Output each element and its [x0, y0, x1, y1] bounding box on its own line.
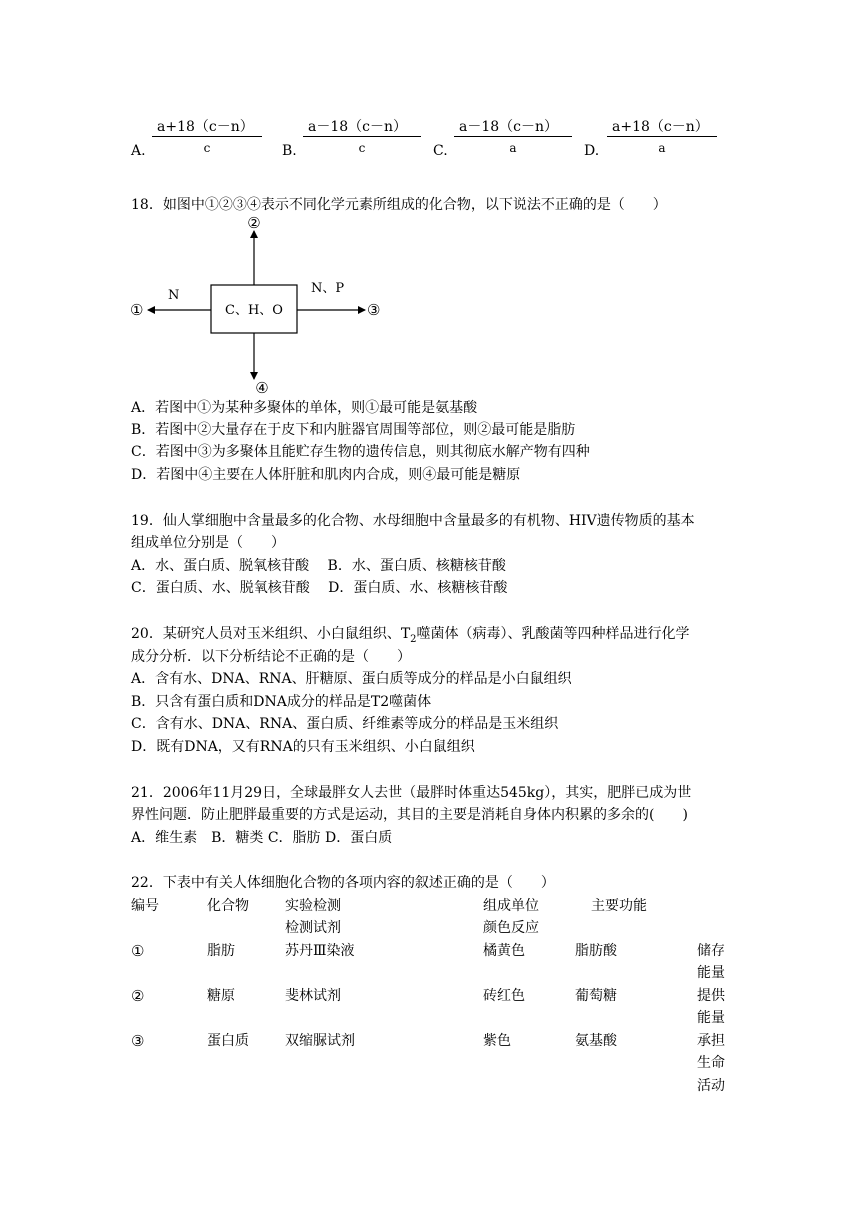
- table-row-2-color: 砖红色: [483, 988, 525, 1004]
- q19-stem-line1: 19．仙人掌细胞中含量最多的化合物、水母细胞中含量最多的有机物、HIV遗传物质的基本: [131, 513, 695, 529]
- q20-subscript: 2: [410, 633, 417, 645]
- table-row-1-color: 橘黄色: [483, 943, 525, 959]
- q18-option-d: D．若图中④主要在人体肝脏和肌肉内合成，则④最可能是糖原: [131, 467, 521, 483]
- diagram-center-label: C、H、O: [225, 303, 283, 318]
- q17-option-b-letter: B.: [282, 143, 297, 159]
- table-row-1-function-line2: 能量: [697, 965, 725, 981]
- q18-stem: 18．如图中①②③④表示不同化学元素所组成的化合物，以下说法不正确的是（ ）: [131, 197, 667, 213]
- table-row-1-unit: 脂肪酸: [575, 943, 617, 959]
- q19-options-line1: A．水、蛋白质、脱氧核苷酸 B．水、蛋白质、核糖核苷酸: [131, 558, 506, 574]
- table-row-3-function-line1: 承担: [697, 1033, 725, 1049]
- table-row-3-reagent: 双缩脲试剂: [285, 1033, 355, 1049]
- table-row-3-function-line3: 活动: [697, 1078, 725, 1094]
- q20-option-d: D．既有DNA，又有RNA的只有玉米组织、小白鼠组织: [131, 739, 475, 755]
- q19-options-line2: C．蛋白质、水、脱氧核苷酸 D．蛋白质、水、核糖核苷酸: [131, 580, 508, 596]
- q17-option-c-denominator: a: [509, 141, 517, 155]
- q17-option-d-letter: D.: [584, 143, 600, 159]
- table-row-3-compound: 蛋白质: [207, 1033, 249, 1049]
- diagram-left-label: N: [168, 288, 180, 303]
- q18-option-c: C．若图中③为多聚体且能贮存生物的遗传信息，则其彻底水解产物有四种: [131, 444, 590, 460]
- table-header-compound: 化合物: [207, 898, 249, 914]
- q20-option-a: A．含有水、DNA、RNA、肝糖原、蛋白质等成分的样品是小白鼠组织: [131, 671, 572, 687]
- diagram-node-4: ④: [255, 379, 269, 397]
- table-header-function: 主要功能: [591, 898, 647, 914]
- table-row-3-color: 紫色: [483, 1033, 511, 1049]
- q19-stem-line2: 组成单位分别是（ ）: [131, 535, 285, 551]
- q20-option-b: B．只含有蛋白质和DNA成分的样品是T2噬菌体: [131, 694, 432, 710]
- table-row-3-unit: 氨基酸: [575, 1033, 617, 1049]
- q18-option-a: A．若图中①为某种多聚体的单体，则①最可能是氨基酸: [131, 400, 478, 416]
- table-row-2-function-line1: 提供: [697, 988, 725, 1004]
- q17-option-b-fraction-bar: [303, 136, 421, 137]
- table-row-1-no: ①: [131, 942, 145, 960]
- table-row-2-compound: 糖原: [207, 988, 235, 1004]
- table-row-3-function-line2: 生命: [697, 1055, 725, 1071]
- table-header-no: 编号: [131, 898, 159, 914]
- q17-option-a-letter: A.: [131, 143, 146, 159]
- diagram-right-label: N、P: [311, 281, 345, 296]
- q18-diagram: [125, 215, 395, 400]
- q17-option-c-letter: C.: [433, 143, 448, 159]
- q17-option-c-numerator: a－18（c－n）: [459, 119, 559, 135]
- q17-option-a-denominator: c: [203, 141, 211, 155]
- q21-stem-line2: 界性问题．防止肥胖最重要的方式是运动，其目的主要是消耗自身体内积累的多余的( ): [131, 807, 688, 823]
- q20-stem-line1-b: 噬菌体（病毒）、乳酸菌等四种样品进行化学: [416, 626, 690, 642]
- table-row-2-no: ②: [131, 987, 145, 1005]
- table-header-unit-line1: 组成单位: [483, 898, 539, 914]
- diagram-node-3: ③: [367, 301, 381, 319]
- q22-stem: 22．下表中有关人体细胞化合物的各项内容的叙述正确的是（ ）: [131, 875, 555, 891]
- table-row-2-unit: 葡萄糖: [575, 988, 617, 1004]
- q17-option-b-denominator: c: [358, 141, 366, 155]
- q18-option-b: B．若图中②大量存在于皮下和内脏器官周围等部位，则②最可能是脂肪: [131, 422, 576, 438]
- q17-option-a-numerator: a+18（c－n）: [157, 119, 254, 135]
- diagram-node-1: ①: [130, 301, 144, 319]
- q20-stem-line1-a: 20．某研究人员对玉米组织、小白鼠组织、T: [131, 626, 411, 642]
- q17-option-b-numerator: a－18（c－n）: [308, 119, 408, 135]
- q20-stem-line2: 成分分析．以下分析结论不正确的是（ ）: [131, 649, 411, 665]
- q17-option-d-denominator: a: [658, 141, 666, 155]
- table-row-2-function-line2: 能量: [697, 1010, 725, 1026]
- table-row-1-reagent: 苏丹Ⅲ染液: [285, 943, 355, 959]
- q21-stem-line1: 21．2006年11月29日，全球最胖女人去世（最胖时体重达545kg），其实，肥胖已成为世: [131, 785, 692, 801]
- q17-option-a-fraction-bar: [152, 136, 262, 137]
- q17-option-d-fraction-bar: [607, 136, 717, 137]
- q21-options: A．维生素 B．糖类 C．脂肪 D．蛋白质: [131, 830, 393, 846]
- table-header-test-line1: 实验检测: [285, 898, 341, 914]
- table-row-3-no: ③: [131, 1032, 145, 1050]
- q17-option-d-numerator: a+18（c－n）: [612, 119, 709, 135]
- table-row-2-reagent: 斐林试剂: [285, 988, 341, 1004]
- q20-option-c: C．含有水、DNA、RNA、蛋白质、纤维素等成分的样品是玉米组织: [131, 716, 559, 732]
- q17-option-c-fraction-bar: [454, 136, 572, 137]
- diagram-node-2: ②: [247, 215, 261, 232]
- table-header-unit-line2: 颜色反应: [483, 920, 539, 936]
- table-row-1-function-line1: 储存: [697, 943, 725, 959]
- table-row-1-compound: 脂肪: [207, 943, 235, 959]
- table-header-test-line2: 检测试剂: [285, 920, 341, 936]
